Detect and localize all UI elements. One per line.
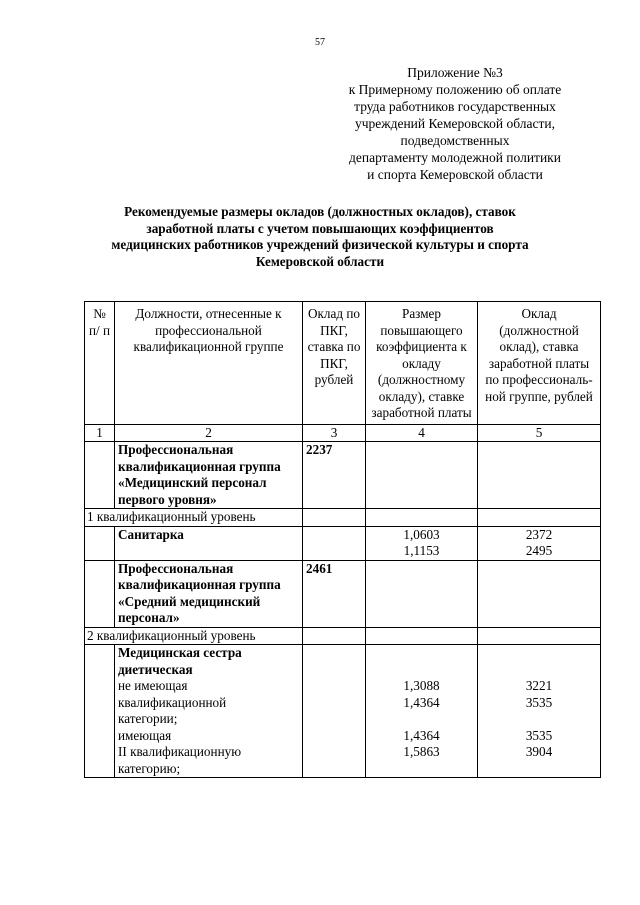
column-number: 5 [478, 424, 601, 442]
coefficient-value: 1,4364 [403, 727, 440, 743]
table-cell [478, 627, 601, 645]
appendix-line: подведомственных [400, 133, 510, 148]
table-cell [366, 509, 478, 527]
salary-value: 2372 [525, 526, 553, 542]
header-coefficient: Размер повышающего коэффициента к окладу (должностному окладу), ставке заработной платы [366, 302, 478, 425]
table-cell [303, 509, 366, 527]
appendix-line: департаменту молодежной политики [349, 150, 561, 165]
level-row [85, 627, 601, 645]
header-row [85, 302, 601, 425]
pkg-name: Профессиональная квалификационная группа «Средний медицинский персонал» [115, 560, 303, 627]
coefficient-value: 1,4364 [403, 694, 440, 710]
table-cell [303, 627, 366, 645]
header-final-salary: Оклад (должностной оклад), ставка заработной платы по профессиональ-ной группе, рублей [478, 302, 601, 425]
salary-value: 3535 [525, 694, 553, 710]
position-note: категории; [118, 711, 178, 726]
pkg-row [85, 442, 601, 509]
appendix-line: труда работников государственных [354, 99, 556, 114]
pkg-salary: 2461 [303, 560, 366, 627]
salary-value: 3904 [525, 744, 553, 759]
table-cell [366, 627, 478, 645]
column-number: 2 [115, 424, 303, 442]
appendix-line: Приложение №3 [407, 65, 503, 80]
header-salary-pkg: Оклад по ПКГ, ставка по ПКГ, рублей [303, 302, 366, 425]
header-number: № п/ п [85, 302, 115, 425]
table-cell [366, 560, 478, 627]
column-number: 1 [85, 424, 115, 442]
table-cell [366, 442, 478, 509]
pkg-row [85, 560, 601, 627]
title-line: заработной платы с учетом повышающих коэффициентов [146, 220, 494, 236]
table-cell [303, 526, 366, 560]
coefficient-value: 1,5863 [403, 744, 440, 759]
salary-table [84, 301, 601, 778]
position-row [85, 526, 601, 560]
table-cell [85, 560, 115, 627]
salary-value: 3535 [525, 727, 553, 743]
appendix-heading [300, 64, 610, 183]
page-number: 57 [315, 37, 325, 48]
position-note: имеющая [118, 727, 172, 743]
appendix-line: к Примерному положению об оплате [348, 82, 562, 97]
position-note: категорию; [118, 760, 181, 776]
position-row [85, 645, 601, 778]
position-name: Медицинская сестра диетическая [118, 645, 242, 677]
table-cell [303, 645, 366, 778]
column-number: 4 [366, 424, 478, 442]
salary-cell [478, 526, 601, 560]
column-number: 3 [303, 424, 366, 442]
position-note: не имеющая [118, 678, 188, 693]
salary-value: 2495 [525, 543, 553, 558]
level-row [85, 509, 601, 527]
column-numbers-row [85, 424, 601, 442]
title-line: Рекомендуемые размеры окладов (должностных окладов), ставок [124, 204, 516, 219]
title-line: Кемеровской области [255, 253, 385, 269]
coefficient-value: 1,1153 [403, 543, 440, 558]
coefficient-value: 1,3088 [403, 678, 440, 693]
salary-cell [478, 645, 601, 778]
pkg-salary: 2237 [303, 442, 366, 509]
table-cell [478, 509, 601, 527]
level-label: 2 квалификационный уровень [85, 627, 303, 645]
title-line: медицинских работников учреждений физической культуры и спорта [111, 237, 529, 252]
table-cell [478, 560, 601, 627]
coefficient-value: 1,0603 [403, 526, 440, 542]
position-cell [115, 645, 303, 778]
table-cell [478, 442, 601, 509]
table-cell [85, 645, 115, 778]
document-title [80, 204, 560, 270]
appendix-line: и спорта Кемеровской области [367, 167, 543, 182]
pkg-name: Профессиональная квалификационная группа «Медицинский персонал первого уровня» [115, 442, 303, 509]
coefficient-cell [366, 526, 478, 560]
coefficient-cell [366, 645, 478, 778]
appendix-line: учреждений Кемеровской области, [354, 116, 556, 131]
salary-value: 3221 [525, 678, 553, 693]
level-label: 1 квалификационный уровень [85, 509, 303, 527]
table-cell [85, 442, 115, 509]
position-note: II квалификационную [118, 744, 242, 759]
position-name: Санитарка [115, 526, 303, 560]
position-note: квалификационной [118, 694, 227, 710]
header-position: Должности, отнесенные к профессиональной квалификационной группе [115, 302, 303, 425]
table-cell [85, 526, 115, 560]
